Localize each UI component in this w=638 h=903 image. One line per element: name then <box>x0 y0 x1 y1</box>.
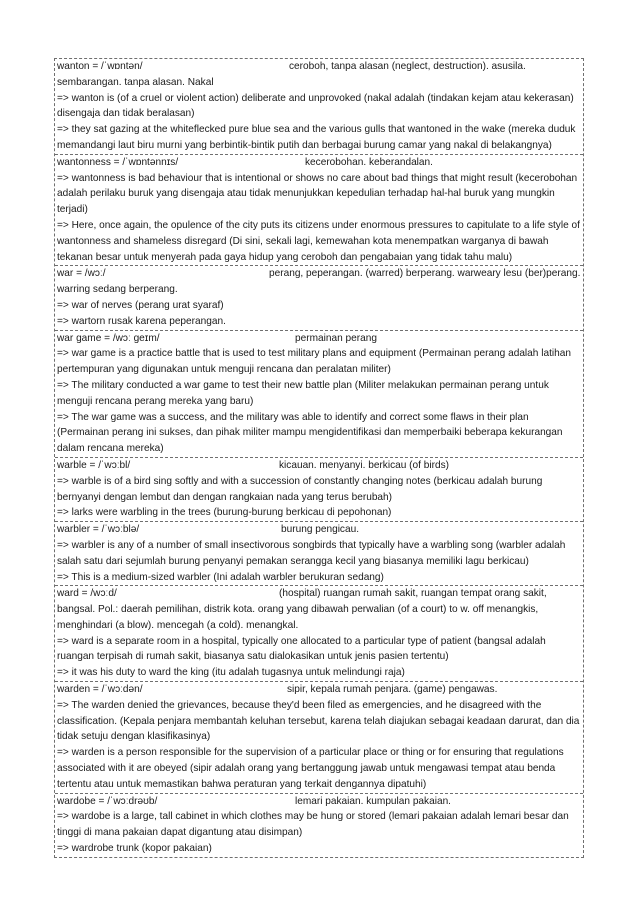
headword: warble = /ˈwɔːbl/ <box>57 459 131 471</box>
example-line: => wardobe is a large, tall cabinet in which clothes may be hung or stored (lemari pakaian adalah lemari besar dan tinggi di mana pakaian dapat digantung atau disimpan) <box>57 811 569 839</box>
headword: war = /wɔː/ <box>57 268 106 280</box>
example-line: => war of nerves (perang urat syaraf) <box>57 299 224 311</box>
example-line: => The warden denied the grievances, because they'd been filed as emergencies, and he disagreed with the classification. (Kepala penjara membantah keluhan tersebut, karena telah diajukan sebagai keadaan darurat, dan dia tidak setuju dengan klasifikasinya) <box>57 699 580 743</box>
headword: warbler = /ˈwɔːblə/ <box>57 524 140 536</box>
headword: wardobe = /ˈwɔːdrəʊb/ <box>57 795 158 807</box>
example-line: => larks were warbling in the trees (burung-burung berkicau di pepohonan) <box>57 507 392 519</box>
example-line: => wantonness is bad behaviour that is intentional or shows no care about bad things that might result (kecerobohan adalah perilaku buruk yang disengaja atau tidak menunjukkan kepedulian terhadap hal-hal buruk yang mungkin terjadi) <box>57 172 578 216</box>
entry-heading <box>57 586 581 633</box>
headword: warden = /ˈwɔːdən/ <box>57 684 143 696</box>
example-line: => it was his duty to ward the king (itu adalah tugasnya untuk melindungi raja) <box>57 667 405 679</box>
dictionary-entry <box>55 155 583 267</box>
meaning: lemari pakaian. kumpulan pakaian. <box>295 795 451 807</box>
dictionary-entry <box>55 331 583 458</box>
example-line: => Here, once again, the opulence of the city puts its citizens under enormous pressures to capitulate to a life style of wantonness and shameless disregard (Di sini, sekali lagi, kemewahan kota menempatkan warganya di bawah tekanan besar untuk menyerah pada gaya hidup yang ceroboh dan pengabaian yang tidak tahu malu) <box>57 219 580 263</box>
dictionary-entry <box>55 794 583 857</box>
meaning: kecerobohan. keberandalan. <box>305 156 433 168</box>
example-line: => warden is a person responsible for the supervision of a particular place or thing or for ensuring that regulations associated with it are obeyed (sipir adalah orang yang bertanggung jawab untuk mengawasi tempat atau benda tertentu atau untuk memastikan bahwa peraturan yang terkait dengannya dipatuhi) <box>57 747 564 790</box>
meaning: kicauan. menyanyi. berkicau (of birds) <box>279 459 449 471</box>
headword: ward = /wɔːd/ <box>57 588 117 600</box>
entry-heading <box>57 458 581 474</box>
dictionary-entry <box>55 59 583 155</box>
entry-heading <box>57 266 581 298</box>
example-line: => warbler is any of a number of small insectivorous songbirds that typically have a warbling song (warbler adalah salah satu dari sejumlah burung penyanyi pemakan serangga kecil yang biasanya memiliki lagu berkicau) <box>57 539 566 567</box>
example-line: => war game is a practice battle that is used to test military plans and equipment (Permainan perang adalah latihan pertempuran yang digunakan untuk menguji rencana dan peralatan militer) <box>57 348 571 376</box>
dictionary-entry <box>55 266 583 330</box>
example-line: => wartorn rusak karena peperangan. <box>57 315 226 327</box>
entry-heading <box>57 59 581 91</box>
meaning: ceroboh, tanpa alasan (neglect, destruction). asusila. sembarangan. tanpa alasan. Nakal <box>57 61 526 88</box>
example-line: => ward is a separate room in a hospital, typically one allocated to a particular type of patient (bangsal adalah ruangan terpisah di rumah sakit, biasanya satu dialokasikan untuk jenis pasien tertentu) <box>57 635 546 663</box>
example-line: => The war game was a success, and the military was able to identify and correct some flaws in their plan (Permainan perang ini sukses, dan pihak militer mampu mengidentifikasi dan memperbaiki beberapa kekurangan dalam rencana mereka) <box>57 411 563 455</box>
dictionary-entry <box>55 458 583 522</box>
meaning: permainan perang <box>295 332 377 344</box>
example-line: => they sat gazing at the whiteflecked pure blue sea and the various gulls that wantoned in the wake (mereka duduk memandangi laut biru murni yang berbintik-bintik putih dan berbagai burung camar yang nakal di belakangnya) <box>57 124 576 151</box>
dictionary-entry <box>55 586 583 682</box>
example-line: => wardrobe trunk (kopor pakaian) <box>57 843 212 855</box>
entry-heading <box>57 522 581 538</box>
dictionary-entry <box>55 522 583 586</box>
entry-heading <box>57 794 581 810</box>
meaning: (hospital) ruangan rumah sakit, ruangan tempat orang sakit, bangsal. Pol.: daerah pemilihan, distrik kota. orang yang dibawah perwalian (of a court) to w. off menangkis, menghindari (a blow). mencegah (a cold). menangkal. <box>57 588 547 631</box>
example-line: => wanton is (of a cruel or violent action) deliberate and unprovoked (nakal adalah (tindakan kejam atau kekerasan) disengaja dan tidak beralasan) <box>57 92 574 120</box>
headword: war game = /wɔː geɪm/ <box>57 332 160 344</box>
dictionary-table <box>54 58 584 858</box>
entry-heading <box>57 155 581 171</box>
headword: wantonness = /ˈwɒntənnɪs/ <box>57 156 179 168</box>
example-line: => warble is of a bird sing softly and with a succession of constantly changing notes (berkicau adalah burung bernyanyi dengan lembut dan dengan rangkaian nada yang terus berubah) <box>57 475 543 503</box>
dictionary-entry <box>55 682 583 794</box>
example-line: => The military conducted a war game to test their new battle plan (Militer melakukan permainan perang untuk menguji rencana perang mereka yang baru) <box>57 379 549 407</box>
entry-heading <box>57 331 581 347</box>
meaning: perang, peperangan. (warred) berperang. warweary lesu (ber)perang. warring sedang berperang. <box>57 268 581 296</box>
example-line: => This is a medium-sized warbler (Ini adalah warbler berukuran sedang) <box>57 571 384 583</box>
meaning: burung pengicau. <box>281 524 360 536</box>
meaning: sipir, kepala rumah penjara. (game) pengawas. <box>287 684 498 696</box>
headword: wanton = /ˈwɒntən/ <box>57 61 143 72</box>
entry-heading <box>57 682 581 698</box>
